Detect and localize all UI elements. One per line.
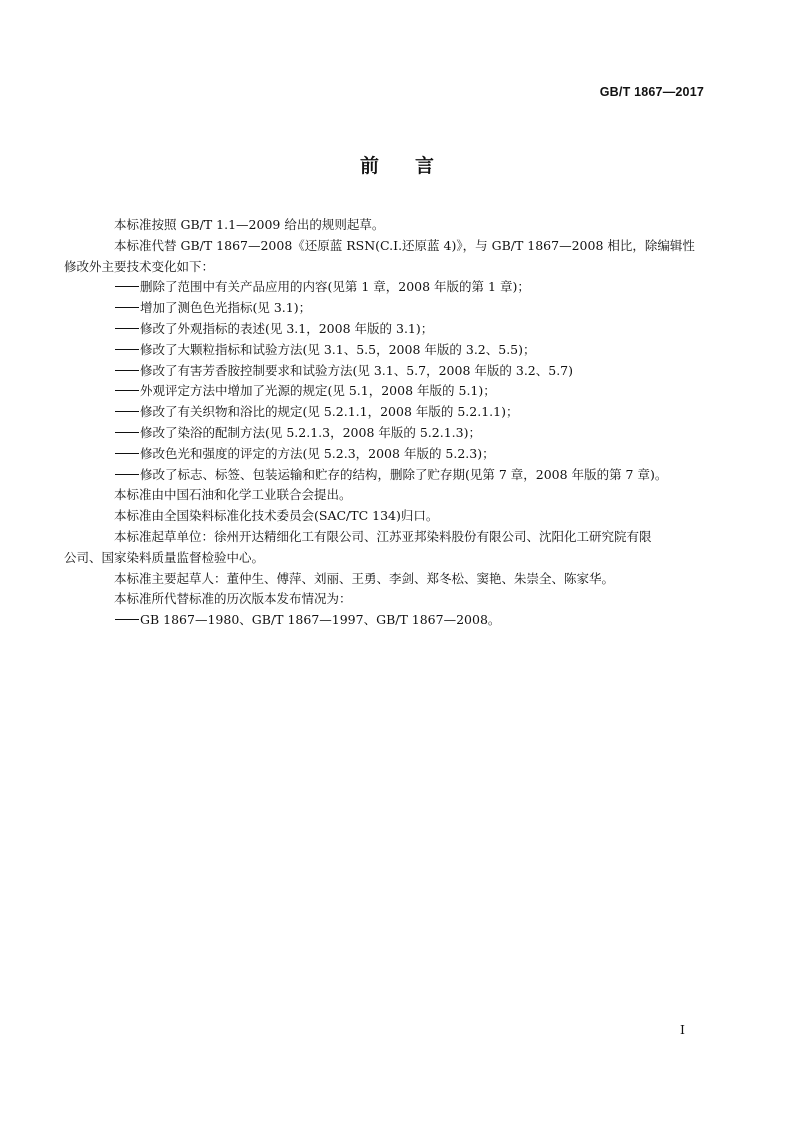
list-item-text: 修改了大颗粒指标和试验方法(见 3.1、5.5，2008 年版的 3.2、5.5)；	[140, 341, 536, 357]
list-item-text: 外观评定方法中增加了光源的规定(见 5.1，2008 年版的 5.1)；	[140, 383, 496, 399]
list-item	[89, 402, 705, 423]
list-item-text: 修改了有关织物和浴比的规定(见 5.2.1.1，2008 年版的 5.2.1.1)；	[140, 404, 519, 420]
dash-icon	[115, 474, 139, 475]
paragraph-replacement	[64, 236, 705, 278]
dash-icon	[115, 453, 139, 454]
list-item-text: 修改了染浴的配制方法(见 5.2.1.3，2008 年版的 5.2.1.3)；	[140, 424, 481, 440]
dash-icon	[115, 432, 139, 433]
list-item	[89, 319, 705, 340]
paragraph-drafting-units-line-1: 本标准起草单位：徐州开达精细化工有限公司、江苏亚邦染料股份有限公司、沈阳化工研究院有限	[114, 528, 652, 544]
list-item	[89, 361, 705, 382]
paragraph-drafters: 本标准主要起草人：董仲生、傅萍、刘丽、王勇、李剑、郑冬松、窦艳、朱崇全、陈家华。	[114, 570, 615, 586]
dash-icon	[115, 390, 139, 391]
dash-icon	[115, 619, 139, 620]
list-item	[89, 381, 705, 402]
paragraph-replacement-line-1: 本标准代替 GB/T 1867—2008《还原蓝 RSN(C.I.还原蓝 4)》，与 GB/T 1867—2008 相比，除编辑性	[114, 237, 695, 253]
page-title: 前言	[359, 155, 470, 177]
paragraph-committee: 本标准由全国染料标准化技术委员会(SAC/TC 134)归口。	[114, 508, 439, 524]
page-number: I	[680, 1022, 685, 1037]
paragraph-drafting-units	[64, 527, 705, 569]
list-item	[89, 423, 705, 444]
list-item-text: 删除了范围中有关产品应用的内容(见第 1 章，2008 年版的第 1 章)；	[140, 279, 530, 295]
list-item-text: 修改了外观指标的表述(见 3.1，2008 年版的 3.1)；	[140, 320, 434, 336]
list-item	[89, 277, 705, 298]
list-item-text: 修改了标志、标签、包装运输和贮存的结构，删除了贮存期(见第 7 章，2008 年版的第 7 章)。	[140, 466, 668, 482]
history-text: GB 1867—1980、GB/T 1867—1997、GB/T 1867—2008。	[140, 612, 501, 628]
list-item-text: 修改了有害芳香胺控制要求和试验方法(见 3.1、5.7，2008 年版的 3.2、5.7)	[140, 362, 574, 378]
list-item	[89, 465, 705, 486]
list-item-text: 增加了测色色光指标(见 3.1)；	[140, 300, 312, 316]
dash-icon	[115, 328, 139, 329]
paragraph-proposer: 本标准由中国石油和化学工业联合会提出。	[114, 487, 352, 503]
list-item	[89, 298, 705, 319]
paragraph-drafting-rules: 本标准按照 GB/T 1.1—2009 给出的规则起草。	[114, 217, 385, 232]
dash-icon	[115, 370, 139, 371]
paragraph-drafting-units-line-2: 公司、国家染料质量监督检验中心。	[64, 549, 265, 565]
list-item-text: 修改色光和强度的评定的方法(见 5.2.3，2008 年版的 5.2.3)；	[140, 445, 495, 461]
standard-code: GB/T 1867—2017	[599, 85, 704, 99]
dash-icon	[115, 307, 139, 308]
paragraph-history-intro: 本标准所代替标准的历次版本发布情况为：	[114, 591, 352, 607]
dash-icon	[115, 286, 139, 287]
change-list	[89, 277, 705, 485]
history-list-item	[89, 610, 705, 631]
document-body	[64, 215, 705, 631]
dash-icon	[115, 411, 139, 412]
list-item	[89, 444, 705, 465]
list-item	[89, 340, 705, 361]
dash-icon	[115, 349, 139, 350]
paragraph-replacement-line-2: 修改外主要技术变化如下：	[64, 258, 215, 274]
